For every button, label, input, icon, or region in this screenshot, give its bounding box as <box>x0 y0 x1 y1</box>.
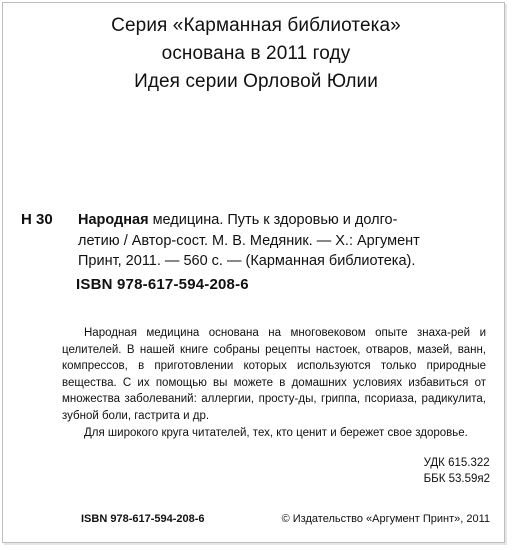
series-founded: основана в 2011 году <box>161 43 351 64</box>
series-title: Серия «Карманная библиотека» <box>111 15 401 36</box>
bibliographic-line-2: летию / Автор-сост. М. В. Медяник. — Х.: Аргумент <box>78 232 420 249</box>
classification-codes <box>424 455 490 487</box>
annotation-paragraph-2: Для широкого круга читателей, тех, кто ценит и бережет свое здоровье. <box>84 426 468 439</box>
bibliographic-entry <box>78 210 490 272</box>
bbk-code: ББК 53.59я2 <box>423 473 490 485</box>
annotation-paragraph-1: Народная медицина основана на многовековом опыте знаха-рей и целителей. В нашей книге собраны рецепты настоек, отваров, мазей, ванн, компрессов, в приготовлении которых используются только природные вещества. С их помощью вы можете в домашних условиях избавиться от множества заболеваний: аллергии, просту-ды, гриппа, псориаза, радикулита, зубной боли, гастрита и др. <box>62 327 486 422</box>
bibliographic-code: Н 30 <box>21 211 53 228</box>
footer-isbn: ISBN 978-617-594-208-6 <box>81 513 205 525</box>
series-header <box>0 12 512 96</box>
udk-code: УДК 615.322 <box>423 457 490 469</box>
footer-copyright: © Издательство «Аргумент Принт», 2011 <box>281 513 490 525</box>
series-idea: Идея серии Орловой Юлии <box>134 71 378 92</box>
isbn-main: ISBN 978-617-594-208-6 <box>76 276 249 293</box>
bibliographic-line-1: медицина. Путь к здоровью и долго- <box>148 212 398 228</box>
bibliographic-title-word: Народная <box>78 212 149 228</box>
bibliographic-line-3: Принт, 2011. — 560 с. — (Карманная библиотека). <box>78 253 416 269</box>
annotation <box>62 325 486 441</box>
